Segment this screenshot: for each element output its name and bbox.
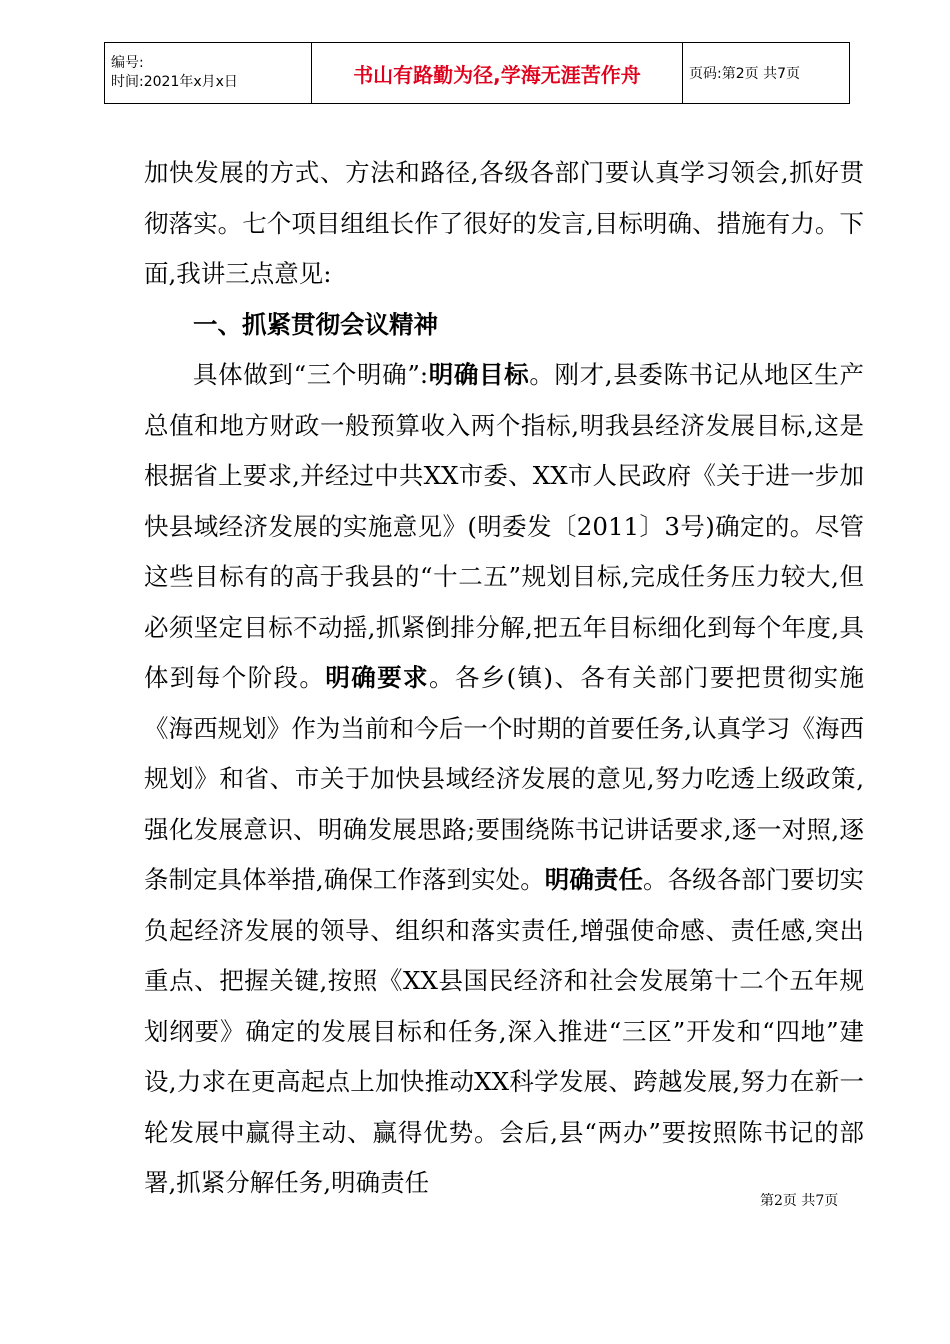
header-meta: [105, 43, 312, 104]
header-table: [104, 42, 850, 104]
document-body: [144, 148, 864, 1209]
time-label: 时间:2021年x月x日: [111, 74, 238, 90]
bold-term-responsibility: 明确责任: [544, 865, 644, 894]
paragraph-2-intro: 具体做到“三个明确”:: [193, 360, 429, 389]
paragraph-1: 加快发展的方式、方法和路径,各级各部门要认真学习领会,抓好贯彻落实。七个项目组组长作了很好的发言,目标明确、措施有力。下面,我讲三点意见:: [144, 158, 864, 288]
bold-term-requirement: 明确要求: [325, 663, 429, 692]
paragraph-2: [144, 350, 864, 1209]
section-heading-1: 一、抓紧贯彻会议精神: [193, 309, 438, 339]
paragraph-2-goal-text: 。刚才,县委陈书记从地区生产总值和地方财政一般预算收入两个指标,明我县经济发展目标,这是根据省上要求,并经过中共XX市委、XX市人民政府《关于进一步加快县域经济发展的实施意见》(明委发〔2011〕3号)确定的。尽管这些目标有的高于我县的“十二五”规划目标,完成任务压力较大,但必须坚定目标不动摇,抓紧倒排分解,把五年目标细化到每个年度,具体到每个阶段。: [144, 360, 865, 692]
header-page-info: 页码:第2页 共7页: [683, 43, 850, 104]
page-footer: 第2页 共7页: [760, 1193, 839, 1209]
header-motto: 书山有路勤为径,学海无涯苦作舟: [312, 43, 683, 104]
paragraph-2-requirement-text: 。各乡(镇)、各有关部门要把贯彻实施《海西规划》作为当前和今后一个时期的首要任务,认真学习《海西规划》和省、市关于加快县域经济发展的意见,努力吃透上级政策,强化发展意识、明确发展思路;要围绕陈书记讲话要求,逐一对照,逐条制定具体举措,确保工作落到实处。: [144, 663, 864, 894]
number-label: 编号:: [111, 55, 144, 71]
bold-term-goal: 明确目标: [428, 360, 530, 389]
paragraph-2-responsibility-text: 。各级各部门要切实负起经济发展的领导、组织和落实责任,增强使命感、责任感,突出重点、把握关键,按照《XX县国民经济和社会发展第十二个五年规划纲要》确定的发展目标和任务,深入推进“三区”开发和“四地”建设,力求在更高起点上加快推动XX科学发展、跨越发展,努力在新一轮发展中赢得主动、赢得优势。会后,县“两办”要按照陈书记的部署,抓紧分解任务,明确责任: [144, 865, 865, 1197]
